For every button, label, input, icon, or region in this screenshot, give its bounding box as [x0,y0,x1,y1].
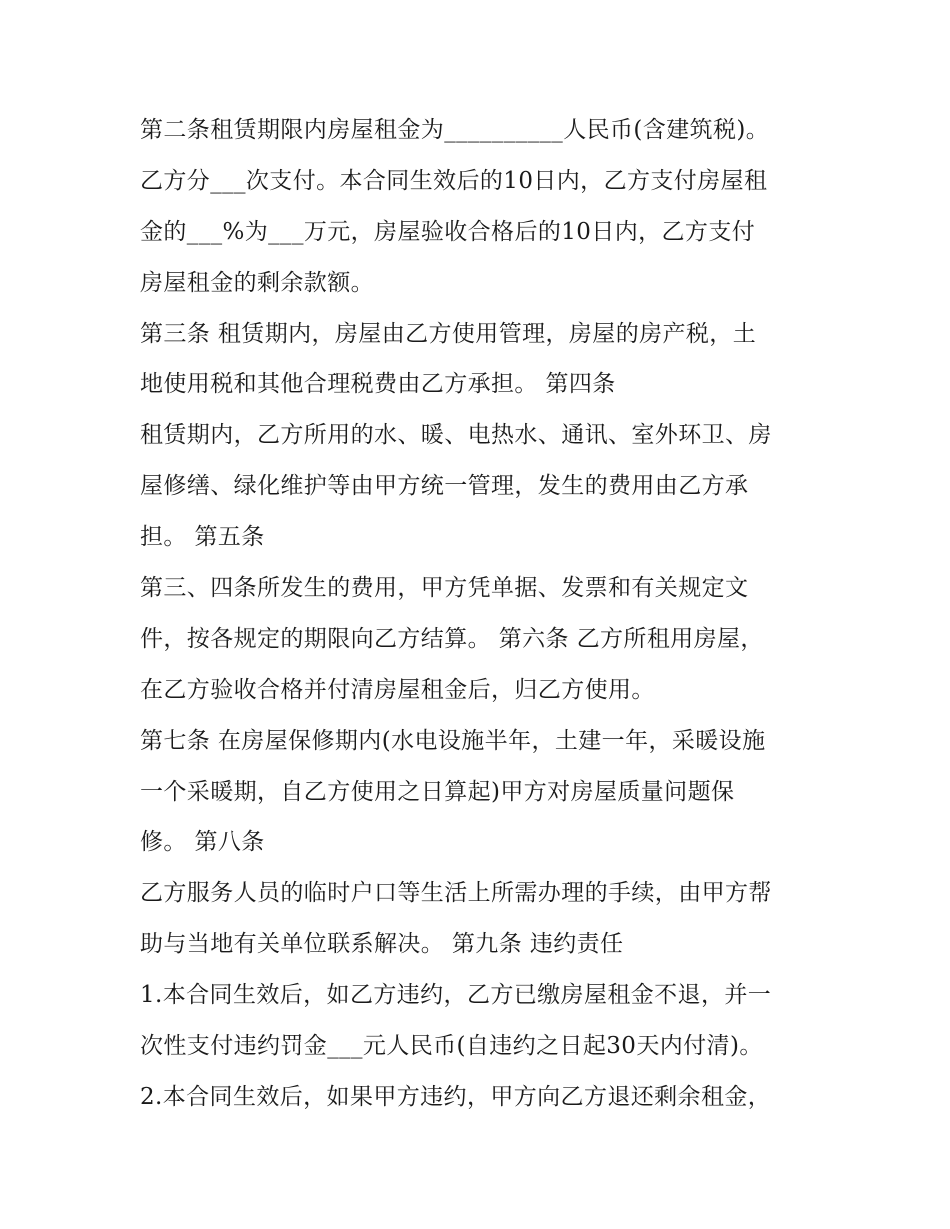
text-line: 一个采暖期，自乙方使用之日算起)甲方对房屋质量问题保 [140,778,735,805]
text-line: 第二条租赁期限内房屋租金为__________人民币(含建筑税)。 [140,117,770,143]
text-line: 件，按各规定的期限向乙方结算。 第六条 乙方所租用房屋， [140,625,764,652]
text-line: 修。 第八条 [140,829,265,856]
contract-text [140,105,830,1123]
text-line: 地使用税和其他合理税费由乙方承担。 第四条 [140,371,616,398]
text-line: 房屋租金的剩余款额。 [140,269,374,296]
text-line: 次性支付违约罚金___元人民币(自违约之日起30天内付清)。 [140,1033,763,1060]
text-line: 2.本合同生效后，如果甲方违约，甲方向乙方退还剩余租金， [140,1083,772,1110]
text-line: 第七条 在房屋保修期内(水电设施半年，土建一年，采暖设施 [140,727,766,754]
text-line: 屋修缮、绿化维护等由甲方统一管理，发生的费用由乙方承 [140,473,749,500]
text-line: 金的___%为___万元，房屋验收合格后的10日内，乙方支付 [140,218,756,245]
text-line: 乙方服务人员的临时户口等生活上所需办理的手续，由甲方帮 [140,880,772,907]
text-line: 助与当地有关单位联系解决。 第九条 违约责任 [140,931,624,958]
text-line: 第三、四条所发生的费用，甲方凭单据、发票和有关规定文 [140,575,749,602]
text-line: 第三条 租赁期内，房屋由乙方使用管理，房屋的房产税，土 [140,320,757,347]
text-line: 租赁期内，乙方所用的水、暖、电热水、通讯、室外环卫、房 [140,422,772,449]
text-line: 乙方分___次支付。本合同生效后的10日内，乙方支付房屋租 [140,167,768,194]
text-line: 1.本合同生效后，如乙方违约，乙方已缴房屋租金不退，并一 [140,982,772,1009]
text-line: 在乙方验收合格并付清房屋租金后，归乙方使用。 [140,676,655,703]
text-line: 担。 第五条 [140,524,265,551]
